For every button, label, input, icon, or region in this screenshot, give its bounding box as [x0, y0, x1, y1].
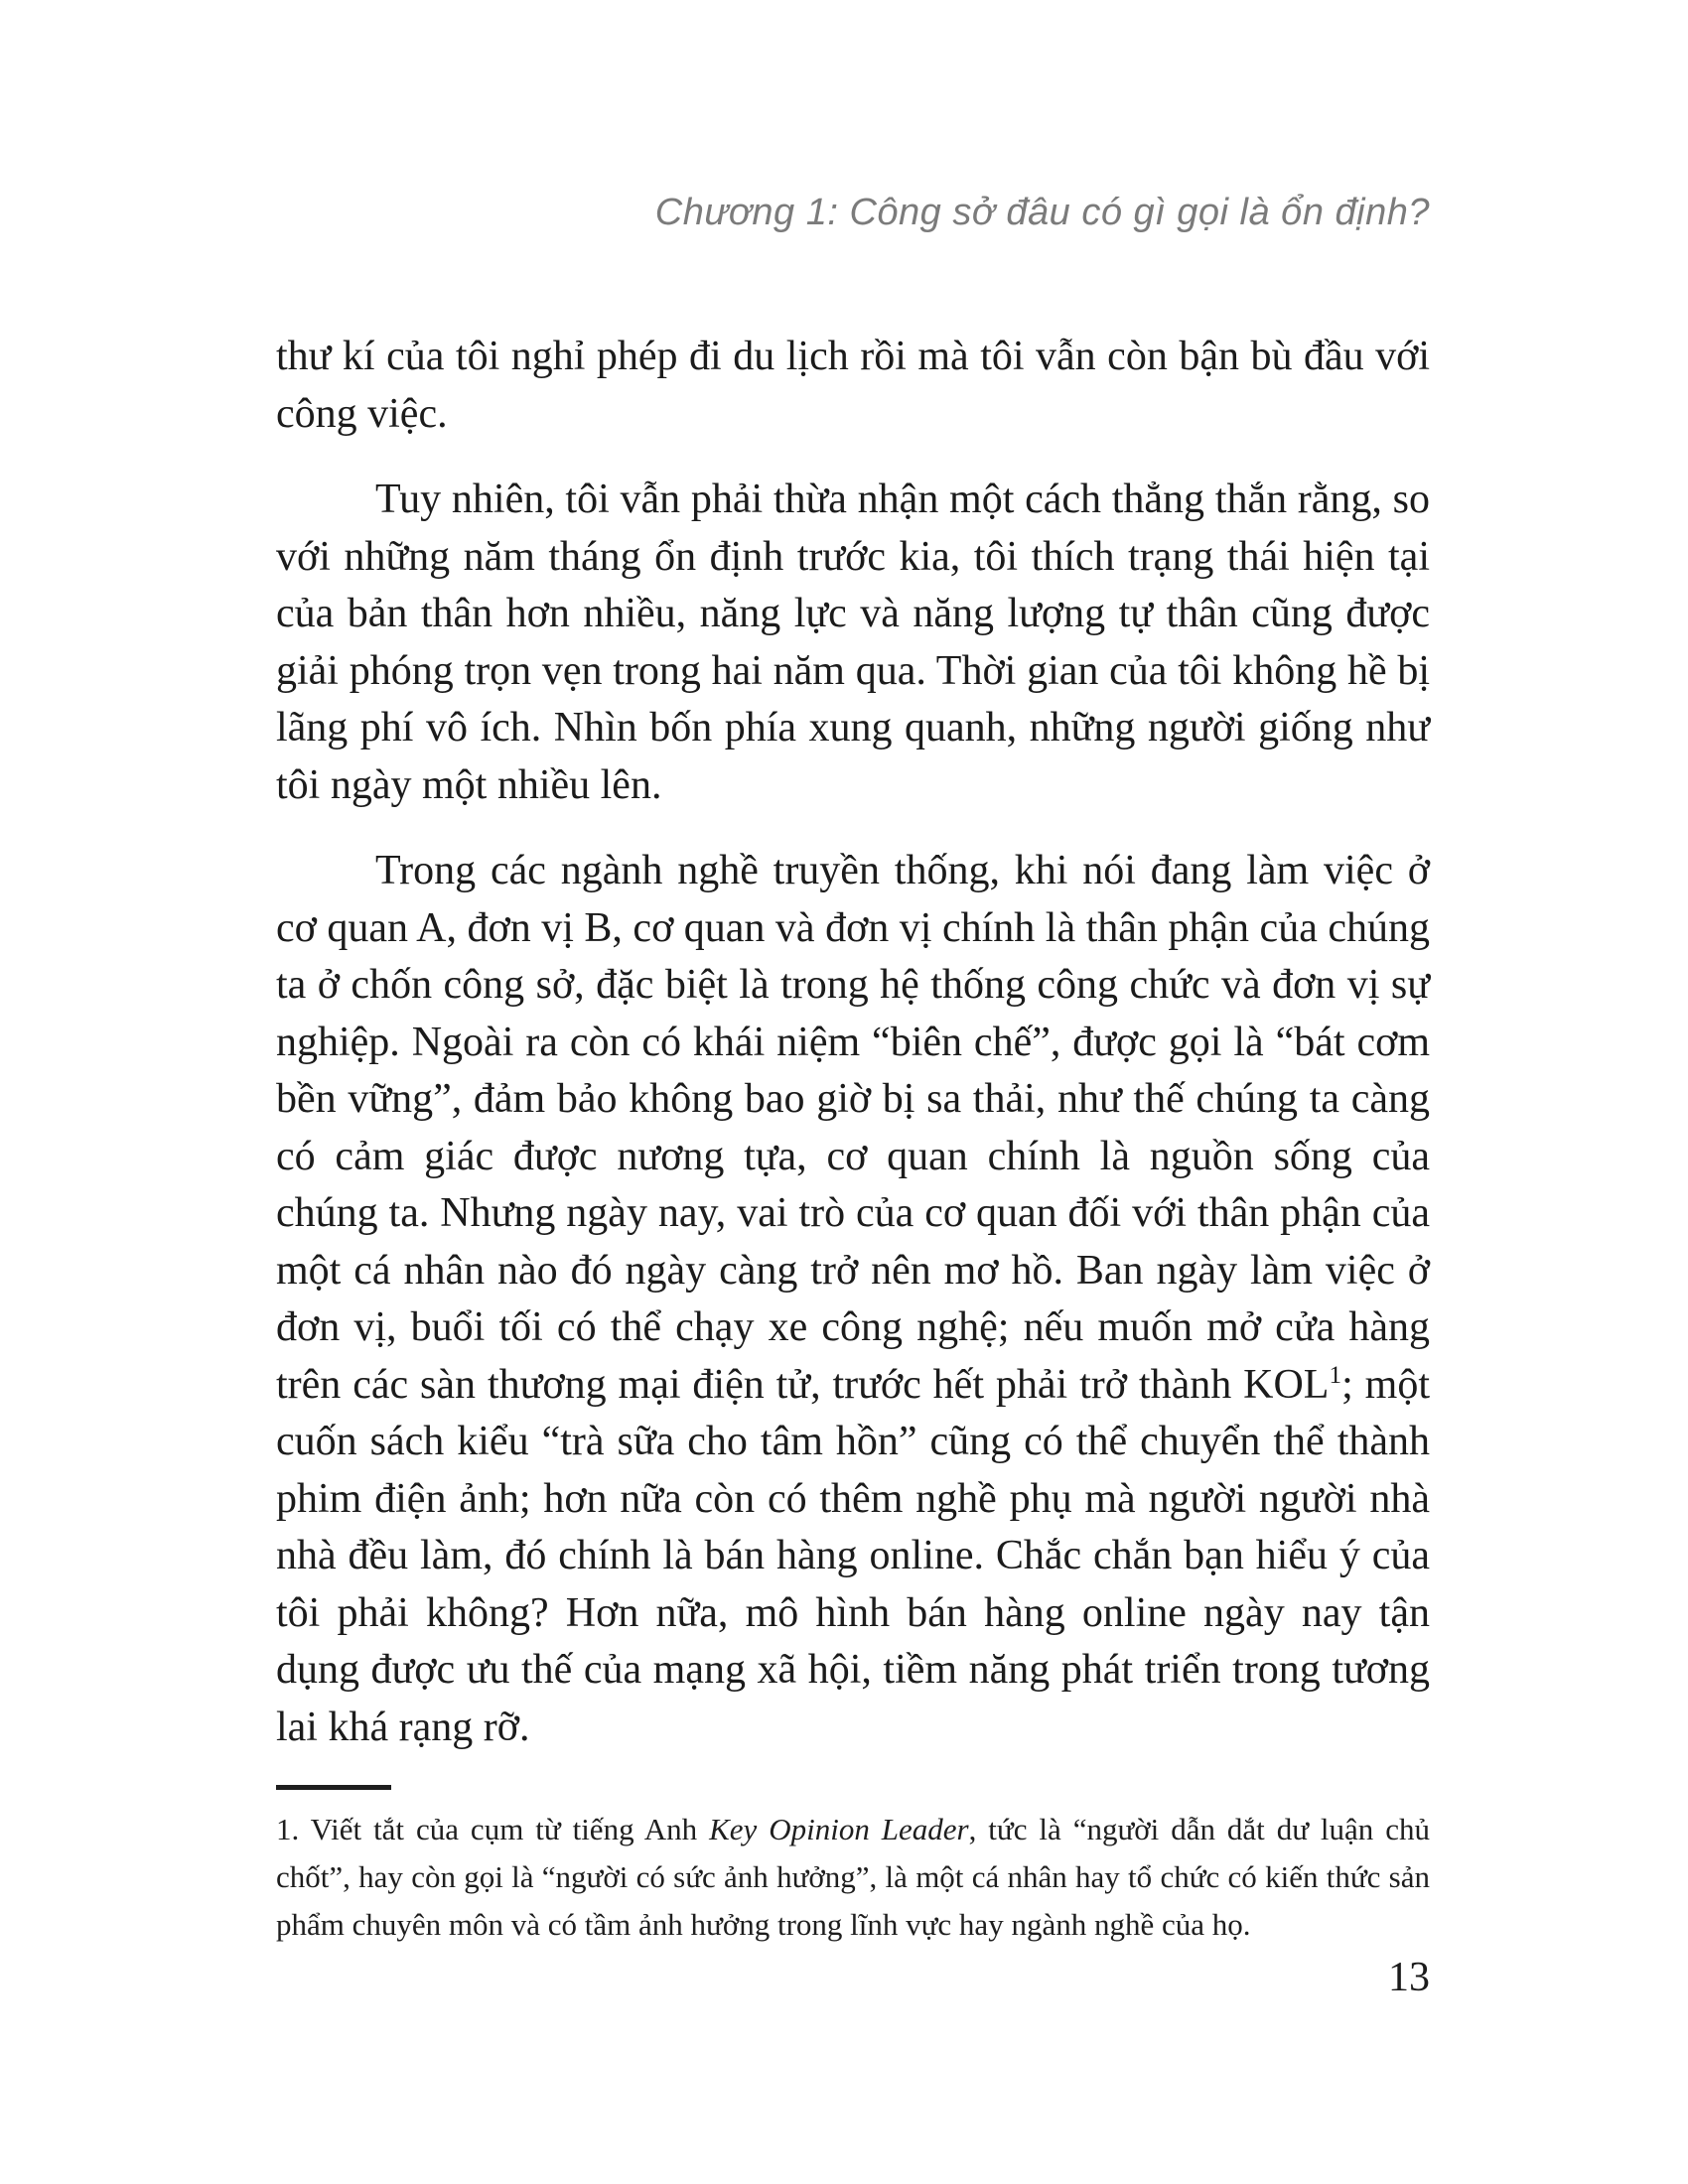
body-text — [276, 329, 1430, 1785]
footnote-separator-rule — [276, 1785, 391, 1790]
footnote — [276, 1806, 1430, 1949]
paragraph-text: Trong các ngành nghề truyền thống, khi nói đang làm việc ở cơ quan A, đơn vị B, cơ quan và đơn vị chính là thân phận của chúng ta ở chốn công sở, đặc biệt là trong hệ thống công chức và đơn vị sự nghiệp. Ngoài ra còn có khái niệm “biên chế”, được gọi là “bát cơm bền vững”, đảm bảo không bao giờ bị sa thải, như thế chúng ta càng có cảm giác được nương tựa, cơ quan chính là nguồn sống của chúng ta. Nhưng ngày nay, vai trò của cơ quan đối với thân phận của một cá nhân nào đó ngày càng trở nên mơ hồ. Ban ngày làm việc ở đơn vị, buổi tối có thể chạy xe công nghệ; nếu muốn mở cửa hàng trên các sàn thương mại điện tử, trước hết phải trở thành KOL — [276, 848, 1430, 1408]
paragraph: thư kí của tôi nghỉ phép đi du lịch rồi mà tôi vẫn còn bận bù đầu với công việc. — [276, 334, 1430, 437]
running-head: Chương 1: Công sở đâu có gì gọi là ổn định? — [654, 192, 1430, 233]
page-number: 13 — [1388, 1955, 1430, 2000]
footnote-italic-term: Key Opinion Leader — [709, 1812, 969, 1846]
paragraph — [276, 843, 1430, 1756]
footnote-reference-superscript: 1 — [1329, 1361, 1342, 1389]
footnote-text: , tức là “người dẫn dắt dư luận chủ chốt”, hay còn gọi là “người có sức ảnh hưởng”, là một cá nhân hay tổ chức có kiến thức sản phẩm chuyên môn và có tầm ảnh hưởng trong lĩnh vực hay ngành nghề của họ. — [276, 1812, 1430, 1942]
footnote-text: 1. Viết tắt của cụm từ tiếng Anh — [276, 1812, 710, 1846]
paragraph: Tuy nhiên, tôi vẫn phải thừa nhận một cách thẳng thắn rằng, so với những năm tháng ổn định trước kia, tôi thích trạng thái hiện tại của bản thân hơn nhiều, năng lực và năng lượng tự thân cũng được giải phóng trọn vẹn trong hai năm qua. Thời gian của tôi không hề bị lãng phí vô ích. Nhìn bốn phía xung quanh, những người giống như tôi ngày một nhiều lên. — [276, 477, 1430, 808]
paragraph-text: ; một cuốn sách kiểu “trà sữa cho tâm hồn” cũng có thể chuyển thể thành phim điện ảnh; hơn nữa còn có thêm nghề phụ mà người người nhà nhà đều làm, đó chính là bán hàng online. Chắc chắn bạn hiểu ý của tôi phải không? Hơn nữa, mô hình bán hàng online ngày nay tận dụng được ưu thế của mạng xã hội, tiềm năng phát triển trong tương lai khá rạng rỡ. — [276, 1361, 1430, 1750]
footnote-section — [276, 1785, 1430, 1949]
